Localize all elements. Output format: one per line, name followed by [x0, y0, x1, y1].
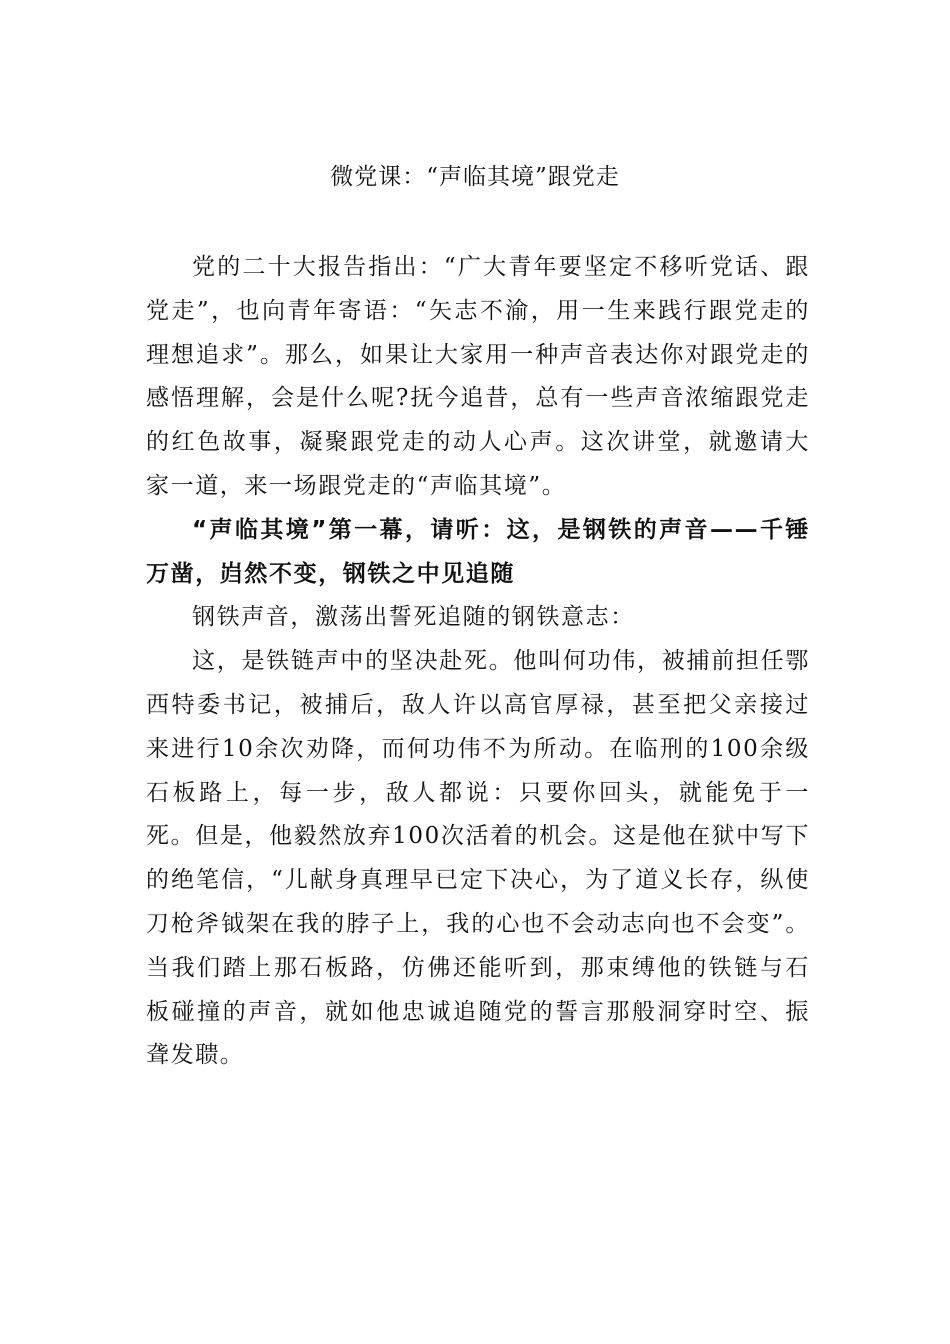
intro-paragraph: 党的二十大报告指出：“广大青年要坚定不移听党话、跟党走”，也向青年寄语：“矢志不渝，用一生来践行跟党走的理想追求”。那么，如果让大家用一种声音表达你对跟党走的感悟理解，会是什么呢?抚今追昔，总有一些声音浓缩跟党走的红色故事，凝聚跟党走的动人心声。这次讲堂，就邀请大家一道，来一场跟党走的“声临其境”。 [146, 254, 810, 499]
section-lead-paragraph: 钢铁声音，激荡出誓死追随的钢铁意志： [192, 604, 635, 631]
document-title: 微党课：“声临其境”跟党走 [330, 164, 620, 190]
document-body [146, 246, 810, 1078]
section-heading-act-one: “声临其境”第一幕，请听：这，是钢铁的声音——千锤万凿，岿然不变，钢铁之中见追随 [146, 516, 810, 587]
story-paragraph: 这，是铁链声中的坚决赴死。他叫何功伟，被捕前担任鄂西特委书记，被捕后，敌人许以高官厚禄，甚至把父亲接过来进行10余次劝降，而何功伟不为所动。在临刑的100余级石板路上，每一步，敌人都说：只要你回头，就能免于一死。但是，他毅然放弃100次活着的机会。这是他在狱中写下的绝笔信，“儿献身真理早已定下决心，为了道义长存，纵使刀枪斧钺架在我的脖子上，我的心也不会动志向也不会变”。当我们踏上那石板路，仿佛还能听到，那束缚他的铁链与石板碰撞的声音，就如他忠诚追随党的誓言那般洞穿时空、振聋发聩。 [146, 648, 810, 1069]
